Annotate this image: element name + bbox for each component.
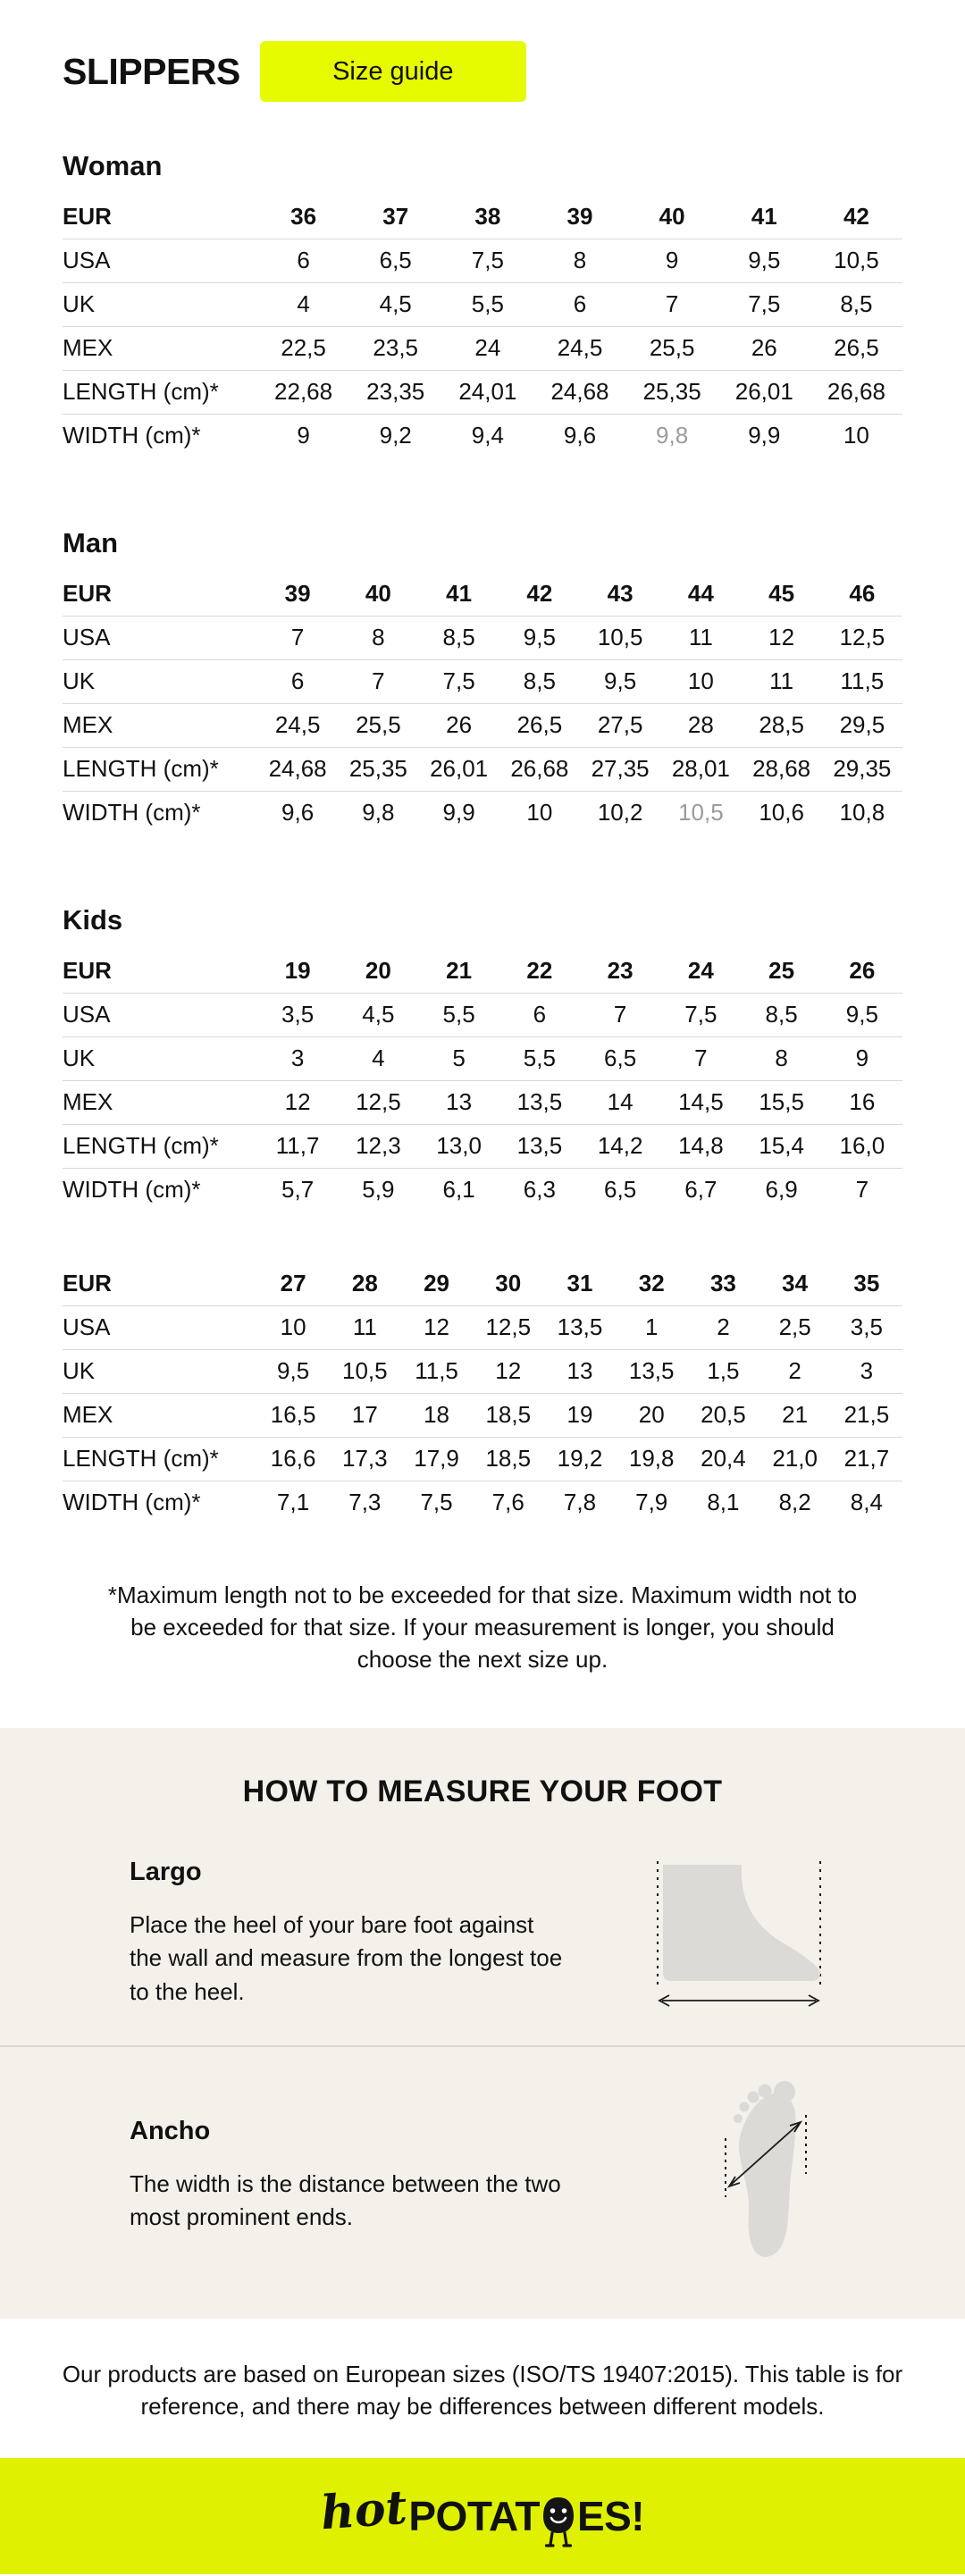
size-cell: 10,5 (580, 616, 660, 659)
size-cell: 39 (533, 195, 625, 239)
size-cell: 2,5 (759, 1305, 831, 1349)
table-row (63, 239, 902, 282)
measure-heading: HOW TO MEASURE YOUR FOOT (242, 1774, 723, 1808)
size-cell: 6,5 (349, 239, 441, 282)
size-cell: 22 (499, 949, 580, 993)
size-cell: 5,5 (441, 282, 533, 326)
size-cell: 25,35 (338, 747, 418, 791)
size-cell: 10,5 (810, 239, 902, 282)
size-cell: 16 (822, 1080, 902, 1124)
size-cell: 6,3 (523, 1176, 556, 1204)
size-cell: 28,68 (742, 747, 822, 791)
size-cell: 10,5 (678, 799, 724, 827)
largo-title: Largo (130, 1857, 202, 1886)
size-cell: 9,8 (362, 799, 395, 827)
row-label: LENGTH (cm)* (63, 370, 257, 414)
table-row (63, 659, 902, 703)
size-cell: 35 (831, 1262, 902, 1305)
size-cell: 4,5 (349, 282, 441, 326)
measure-section (0, 1728, 965, 2319)
size-cell: 9,9 (442, 799, 475, 827)
size-cell: 14,2 (580, 1124, 660, 1168)
size-cell: 3,5 (831, 1305, 902, 1349)
size-cell: 13,5 (544, 1305, 616, 1349)
size-cell: 4,5 (338, 993, 418, 1036)
table-row (63, 747, 902, 791)
header (0, 0, 965, 102)
size-cell: 26 (419, 703, 499, 747)
size-cell: 27,5 (580, 703, 660, 747)
size-table-kids-small (63, 949, 902, 1212)
size-cell: 26,5 (499, 703, 580, 747)
size-cell: 13 (419, 1080, 499, 1124)
size-cell: 12 (473, 1349, 544, 1393)
size-cell: 7 (257, 616, 338, 659)
table-row (63, 1080, 902, 1124)
foot-side-profile-icon (654, 1861, 824, 2009)
size-cell: 7 (660, 1036, 741, 1080)
ancho-block (0, 2047, 965, 2319)
size-cell: 6,5 (604, 1176, 637, 1204)
size-cell: 12,5 (473, 1305, 544, 1349)
size-cell: 10,5 (329, 1349, 400, 1393)
size-cell: 8,1 (707, 1489, 740, 1516)
largo-description: Place the heel of your bare foot against the wall and measure from the longest toe to the heel. (130, 1910, 563, 2005)
size-cell: 7 (855, 1176, 869, 1204)
size-cell: 10 (257, 1305, 329, 1349)
size-cell: 29,5 (822, 703, 902, 747)
size-cell: 6 (533, 282, 625, 326)
size-cell: 18 (400, 1393, 472, 1437)
size-cell: 7 (580, 993, 660, 1036)
size-cell: 33 (687, 1262, 759, 1305)
size-cell: 8,5 (810, 282, 902, 326)
size-cell: 24,01 (441, 370, 533, 414)
size-cell: 8,5 (419, 616, 499, 659)
size-cell: 41 (419, 572, 499, 616)
row-label: WIDTH (cm)* (63, 1489, 201, 1516)
size-cell: 4 (338, 1036, 418, 1080)
size-cell: 9,5 (257, 1349, 329, 1393)
size-cell: 16,0 (822, 1124, 902, 1168)
size-cell: 27,35 (580, 747, 660, 791)
size-cell: 26,68 (810, 370, 902, 414)
size-cell: 7,5 (441, 239, 533, 282)
size-cell: 1 (616, 1305, 687, 1349)
size-cell: 26 (822, 949, 902, 993)
table-row (63, 616, 902, 659)
size-cell: 7,9 (635, 1489, 668, 1516)
largo-text-block (130, 1858, 567, 2010)
size-cell: 19 (257, 949, 338, 993)
size-cell: 34 (759, 1262, 831, 1305)
size-cell: 28,5 (742, 703, 822, 747)
section-heading-man: Man (63, 527, 118, 558)
size-cell: 14,8 (660, 1124, 741, 1168)
size-cell: 9 (297, 422, 310, 449)
table-row (63, 326, 902, 370)
size-cell: 18,5 (473, 1437, 544, 1481)
size-cell: 17,9 (400, 1437, 472, 1481)
table-row (63, 1349, 902, 1393)
size-cell: 25 (742, 949, 822, 993)
size-cell: 5 (419, 1036, 499, 1080)
table-row (63, 1036, 902, 1080)
size-cell: 11,5 (822, 659, 902, 703)
size-cell: 9,4 (471, 422, 504, 449)
size-cell: 2 (759, 1349, 831, 1393)
size-cell: 10 (660, 659, 741, 703)
row-label: WIDTH (cm)* (63, 1176, 201, 1204)
size-cell: 26 (718, 326, 810, 370)
size-cell: 43 (580, 572, 660, 616)
size-cell: 21 (419, 949, 499, 993)
size-cell: 8 (742, 1036, 822, 1080)
size-cell: 9,5 (822, 993, 902, 1036)
size-cell: 42 (810, 195, 902, 239)
size-cell: 14,5 (660, 1080, 741, 1124)
row-label: USA (63, 1305, 257, 1349)
size-cell: 11 (660, 616, 741, 659)
size-cell: 17,3 (329, 1437, 400, 1481)
row-label: WIDTH (cm)* (63, 422, 201, 449)
table-row (63, 1437, 902, 1481)
size-cell: 9,6 (281, 799, 315, 827)
size-cell: 14 (580, 1080, 660, 1124)
size-cell: 15,4 (742, 1124, 822, 1168)
row-label: LENGTH (cm)* (63, 1437, 257, 1481)
size-cell: 28 (329, 1262, 400, 1305)
size-cell: 21,7 (831, 1437, 902, 1481)
size-cell: 8,4 (850, 1489, 883, 1516)
size-cell: 40 (338, 572, 418, 616)
table-row (63, 791, 902, 835)
table-row (63, 1393, 902, 1437)
row-label: MEX (63, 326, 257, 370)
row-label: UK (63, 1036, 257, 1080)
size-cell: 21,5 (831, 1393, 902, 1437)
size-cell: 18,5 (473, 1393, 544, 1437)
size-cell: 9,5 (718, 239, 810, 282)
size-cell: 20,5 (687, 1393, 759, 1437)
size-cell: 9,5 (580, 659, 660, 703)
table-row (63, 949, 902, 993)
size-tables-area (0, 150, 965, 1676)
size-cell: 26,01 (718, 370, 810, 414)
size-cell: 9,2 (379, 422, 412, 449)
size-cell: 29,35 (822, 747, 902, 791)
size-cell: 6 (257, 239, 349, 282)
row-label: USA (63, 616, 257, 659)
size-cell: 7,8 (563, 1489, 597, 1516)
size-cell: 5,7 (281, 1176, 315, 1204)
row-label: MEX (63, 1080, 257, 1124)
size-cell: 22,5 (257, 326, 349, 370)
size-cell: 21 (759, 1393, 831, 1437)
table-row (63, 703, 902, 747)
size-cell: 8 (338, 616, 418, 659)
row-label: USA (63, 993, 257, 1036)
size-cell: 19 (544, 1393, 616, 1437)
size-cell: 13,5 (499, 1080, 580, 1124)
size-cell: 27 (257, 1262, 329, 1305)
size-cell: 13,5 (499, 1124, 580, 1168)
row-label: MEX (63, 1393, 257, 1437)
size-cell: 23,5 (349, 326, 441, 370)
size-cell: 6 (499, 993, 580, 1036)
row-label: UK (63, 1349, 257, 1393)
size-cell: 11 (329, 1305, 400, 1349)
size-cell: 7 (338, 659, 418, 703)
size-cell: 5,9 (362, 1176, 395, 1204)
size-cell: 26,68 (499, 747, 580, 791)
brand-caps-left: POTAT (408, 2493, 540, 2540)
size-cell: 10,6 (759, 799, 804, 827)
size-table-man (63, 572, 902, 835)
section-heading-kids: Kids (63, 904, 123, 936)
size-cell: 9 (626, 239, 718, 282)
size-cell: 6,9 (765, 1176, 798, 1204)
row-label: USA (63, 239, 257, 282)
size-cell: 21,0 (759, 1437, 831, 1481)
size-cell: 24,68 (257, 747, 338, 791)
size-cell: 3,5 (257, 993, 338, 1036)
size-cell: 24 (441, 326, 533, 370)
size-cell: 13,0 (419, 1124, 499, 1168)
page-title: SLIPPERS (63, 51, 240, 92)
size-cell: 24,5 (257, 703, 338, 747)
largo-block (0, 1809, 965, 2045)
size-cell: 12,5 (822, 616, 902, 659)
size-cell: 24 (660, 949, 741, 993)
size-cell: 46 (822, 572, 902, 616)
foot-sole-icon (722, 2079, 811, 2278)
size-cell: 3 (257, 1036, 338, 1080)
size-cell: 42 (499, 572, 580, 616)
row-label: EUR (63, 195, 257, 239)
potato-mascot-icon (541, 2496, 576, 2551)
size-cell: 16,5 (257, 1393, 329, 1437)
size-cell: 1,5 (687, 1349, 759, 1393)
size-cell: 23,35 (349, 370, 441, 414)
size-cell: 25,35 (626, 370, 718, 414)
size-cell: 7,5 (660, 993, 741, 1036)
row-label: UK (63, 282, 257, 326)
size-cell: 6,1 (442, 1176, 475, 1204)
size-cell: 12,3 (338, 1124, 418, 1168)
size-cell: 29 (400, 1262, 472, 1305)
size-cell: 12 (257, 1080, 338, 1124)
size-cell: 11,7 (257, 1124, 338, 1168)
section-heading-woman: Woman (63, 150, 163, 181)
size-cell: 45 (742, 572, 822, 616)
table-row (63, 282, 902, 326)
size-cell: 8,2 (778, 1489, 811, 1516)
size-cell: 10 (526, 799, 553, 827)
ancho-title: Ancho (130, 2116, 211, 2145)
size-cell: 44 (660, 572, 741, 616)
brand-caps-right: ES! (576, 2493, 645, 2540)
size-guide-button[interactable]: Size guide (260, 41, 526, 102)
size-cell: 36 (257, 195, 349, 239)
size-cell: 4 (257, 282, 349, 326)
brand-script-text: hot (318, 2480, 409, 2541)
size-cell: 24,5 (533, 326, 625, 370)
size-cell: 8 (533, 239, 625, 282)
size-cell: 28 (660, 703, 741, 747)
table-row (63, 1262, 902, 1305)
size-cell: 7,5 (718, 282, 810, 326)
disclaimer: Our products are based on European sizes (ISO/TS 19407:2015). This table is for reference, and there may be differences between different models. (62, 2360, 903, 2421)
size-cell: 38 (441, 195, 533, 239)
size-cell: 10,8 (839, 799, 885, 827)
size-cell: 25,5 (626, 326, 718, 370)
row-label: WIDTH (cm)* (63, 799, 201, 827)
size-cell: 9,8 (656, 422, 689, 449)
table-row (63, 1168, 902, 1212)
table-row (63, 195, 902, 239)
size-cell: 5,5 (499, 1036, 580, 1080)
table-row (63, 993, 902, 1036)
size-cell: 32 (616, 1262, 687, 1305)
size-cell: 8,5 (742, 993, 822, 1036)
size-cell: 5,5 (419, 993, 499, 1036)
row-label: LENGTH (cm)* (63, 1124, 257, 1168)
size-cell: 39 (257, 572, 338, 616)
size-table-woman (63, 195, 902, 457)
size-cell: 31 (544, 1262, 616, 1305)
size-cell: 26,5 (810, 326, 902, 370)
size-cell: 10,2 (597, 799, 643, 827)
size-cell: 20 (616, 1393, 687, 1437)
size-cell: 22,68 (257, 370, 349, 414)
row-label: EUR (63, 1262, 257, 1305)
size-cell: 7,5 (420, 1489, 453, 1516)
row-label: EUR (63, 949, 257, 993)
size-cell: 9,5 (499, 616, 580, 659)
size-cell: 41 (718, 195, 810, 239)
size-cell: 40 (626, 195, 718, 239)
table-row (63, 572, 902, 616)
row-label: UK (63, 659, 257, 703)
size-cell: 9,6 (563, 422, 597, 449)
size-cell: 13 (544, 1349, 616, 1393)
brand-logo (318, 2480, 645, 2544)
size-cell: 3 (831, 1349, 902, 1393)
size-cell: 15,5 (742, 1080, 822, 1124)
row-label: MEX (63, 703, 257, 747)
size-cell: 6 (257, 659, 338, 703)
size-cell: 2 (687, 1305, 759, 1349)
size-cell: 30 (473, 1262, 544, 1305)
size-cell: 19,2 (544, 1437, 616, 1481)
size-cell: 7 (626, 282, 718, 326)
size-cell: 16,6 (257, 1437, 329, 1481)
size-cell: 10 (843, 422, 869, 449)
size-cell: 26,01 (419, 747, 499, 791)
size-cell: 12 (742, 616, 822, 659)
size-cell: 7,1 (277, 1489, 310, 1516)
size-cell: 8,5 (499, 659, 580, 703)
table-row (63, 1481, 902, 1524)
size-cell: 9,9 (748, 422, 781, 449)
size-cell: 11,5 (400, 1349, 472, 1393)
size-cell: 6,7 (684, 1176, 717, 1204)
size-cell: 24,68 (533, 370, 625, 414)
size-cell: 7,6 (491, 1489, 524, 1516)
size-cell: 7,5 (419, 659, 499, 703)
table-row (63, 414, 902, 457)
size-cell: 20,4 (687, 1437, 759, 1481)
size-cell: 20 (338, 949, 418, 993)
ancho-text-block (130, 2117, 567, 2235)
size-cell: 23 (580, 949, 660, 993)
table-row (63, 370, 902, 414)
size-cell: 11 (742, 659, 822, 703)
footnote: *Maximum length not to be exceeded for that size. Maximum width not to be exceeded for that size. If your measurement is longer, you should choose the next size up. (107, 1582, 858, 1673)
size-cell: 17 (329, 1393, 400, 1437)
size-cell: 13,5 (616, 1349, 687, 1393)
footer (0, 2458, 965, 2574)
ancho-description: The width is the distance between the two most prominent ends. (130, 2169, 561, 2231)
table-row (63, 1305, 902, 1349)
size-cell: 25,5 (338, 703, 418, 747)
size-cell: 12 (400, 1305, 472, 1349)
size-cell: 12,5 (338, 1080, 418, 1124)
size-cell: 7,3 (348, 1489, 382, 1516)
size-table-kids-large (63, 1262, 902, 1524)
size-cell: 19,8 (616, 1437, 687, 1481)
row-label: LENGTH (cm)* (63, 747, 257, 791)
table-row (63, 1124, 902, 1168)
size-cell: 28,01 (660, 747, 741, 791)
size-cell: 37 (349, 195, 441, 239)
size-cell: 6,5 (580, 1036, 660, 1080)
size-cell: 9 (822, 1036, 902, 1080)
row-label: EUR (63, 572, 257, 616)
